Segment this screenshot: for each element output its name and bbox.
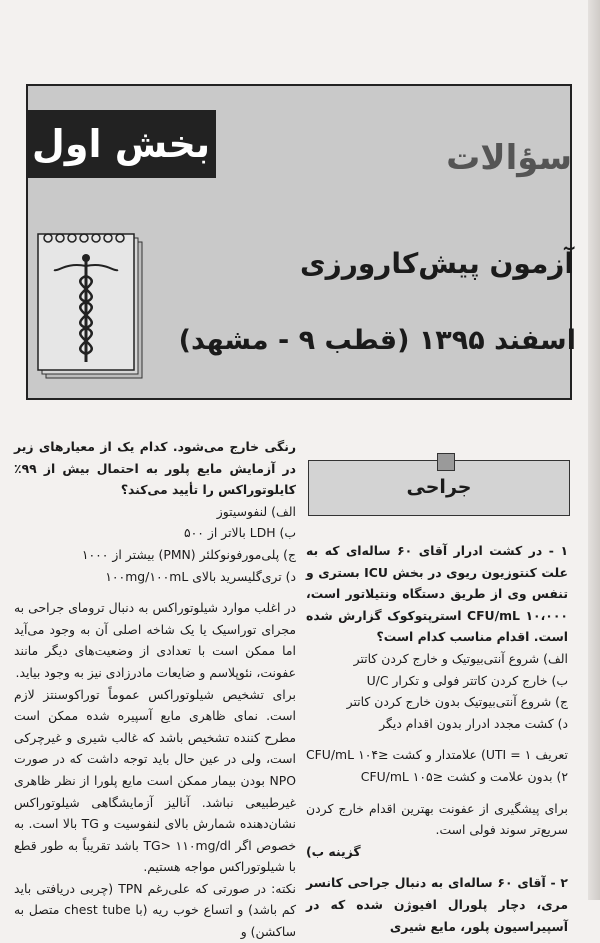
q2-option-a: الف) لنفوسیتوز [216, 503, 296, 519]
caduceus-notepad-icon [36, 232, 148, 382]
question-2: ۲ - آقای ۶۰ ساله‌ای به دنبال جراحی کانسر مری، دچار پلورال افیوژن شده که در آسپیراسیون پلور، مایع شیری [306, 875, 568, 934]
right-column [306, 540, 568, 937]
q2-option-c: ج) پلی‌مورفونوکلئر (PMN) بیشتر از ۱۰۰۰ [81, 546, 296, 562]
question-2-continued: رنگی خارج می‌شود. کدام یک از معیارهای زیر در آزمایش مایع پلور به احتمال بیش از ۹۹٪ کایلوتوراکس را تأیید می‌کند؟ [14, 439, 296, 498]
part-heading: بخش اول [26, 110, 216, 178]
q2-option-b: ب) LDH بالاتر از ۵۰۰ [184, 525, 296, 541]
q1-note-definition: تعریف UTI = ۱) علامتدار و کشت ≤CFU/mL ۱۰۴ ۲) بدون علامت و کشت ≤CFU/mL ۱۰۵ [306, 747, 568, 784]
q1-option-d: د) کشت مجدد ادرار بدون اقدام دیگر [379, 715, 568, 731]
explanation-paragraph-1: در اغلب موارد شیلوتوراکس به دنبال ترومای جراحی به مجرای توراسیک یا یک شاخه اصلی آن به وجود می‌آید اما ممکن است با تعدادی از وضعیت‌های دیگر مانند عفونت، نئوپلاسم و ضایعات مادرزادی نیز به وجود بیاید. [14, 600, 296, 680]
page-edge [588, 0, 600, 900]
exam-title: آزمون پیش‌کارورزی [300, 247, 574, 280]
explanation-paragraph-2: برای تشخیص شیلوتوراکس عموماً توراکوسنتز لازم است. نمای ظاهری مایع آسپیره شده ممکن است مطرح کننده تشخیص باشد که غالب شیری و غیرچرکی است، ولی در عین حال باید توجه داشت که در صورت NPO بودن بیمار ممکن است مایع پلورا از نظر ظاهری غیرطبیعی نباشد. آنالیز آزمایشگاهی شیلوتوراکس نشان‌دهنده شمارش بالای لنفوسیت و TG بالا است. به خصوص اگر TG> ۱۱۰mg/dl باشد تقریباً به طور قطع با شیلوتوراکس مواجه هستیم. [14, 686, 297, 875]
left-column [14, 436, 296, 943]
q1-option-c: ج) شروع آنتی‌بیوتیک بدون خارج کردن کاتتر [346, 694, 568, 710]
q2-option-d: د) تری‌گلیسرید بالای ۱۰۰mg/۱۰۰mL [105, 568, 296, 584]
section-marker [437, 453, 455, 471]
q1-answer: گزینه ب) [306, 843, 361, 859]
section-title: جراحی [406, 476, 472, 498]
section-box [308, 460, 570, 516]
question-1: ۱ - در کشت ادرار آقای ۶۰ ساله‌ای که به علت کنتوزیون ریوی در بخش ICU بستری و تنفس وی از طریق دستگاه ونتیلاتور است، ۱۰،۰۰۰ CFU/mL استرپتوکوک گزارش شده است. اقدام مناسب کدام است؟ [306, 543, 569, 645]
q1-option-b: ب) خارج کردن کاتتر فولی و تکرار U/C [366, 672, 568, 688]
q1-note-prevention: برای پیشگیری از عفونت بهترین اقدام خارج کردن سریع‌تر سوند فولی است. [306, 800, 568, 838]
exam-date: اسفند ۱۳۹۵ (قطب ۹ - مشهد) [178, 325, 576, 356]
q1-option-a: الف) شروع آنتی‌بیوتیک و خارج کردن کاتتر [353, 650, 568, 666]
note-paragraph: نکته: در صورتی که علی‌رغم TPN (چربی دریافتی باید کم باشد) و اتساع خوب ریه (با chest tube متصل به ساکشن) و [14, 880, 296, 940]
questions-label: سؤالات [446, 138, 572, 178]
